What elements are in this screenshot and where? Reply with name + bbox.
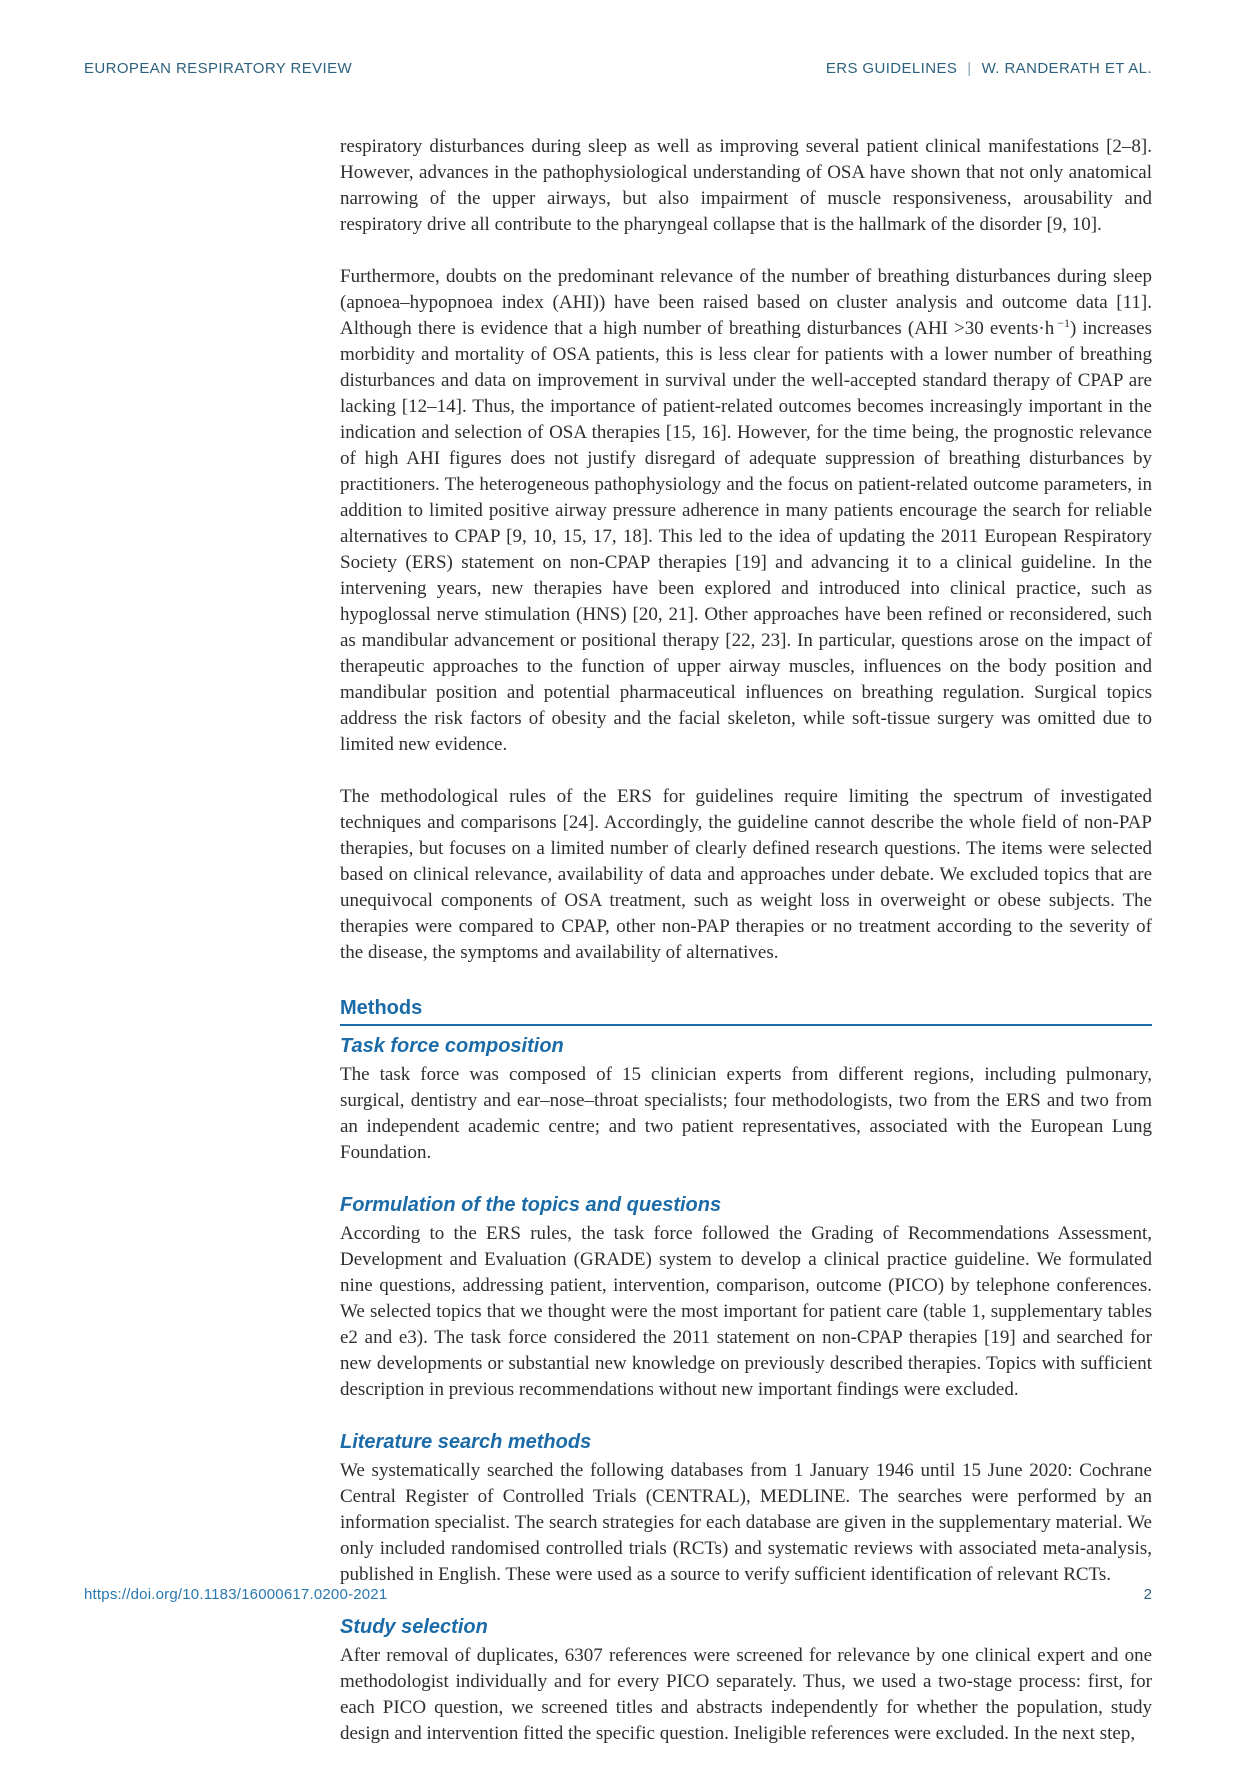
paragraph-intro-1: respiratory disturbances during sleep as well as improving several patient clinical manifestations [2–8]. However, advances in the pathophysiological understanding of OSA have shown that not only anatomical narrowing of the upper airways, but also impairment of muscle responsiveness, arousability and respiratory drive all contribute to the pharyngeal collapse that is the hallmark of the disorder [9, 10]. bbox=[340, 136, 1152, 235]
paragraph-intro-2 bbox=[340, 264, 1152, 758]
superscript-exponent: −1 bbox=[1057, 315, 1070, 330]
page-header bbox=[84, 60, 1152, 77]
subsection-body-task-force-composition: The task force was composed of 15 clinician experts from different regions, including pulmonary, surgical, dentistry and ear–nose–throat specialists; four methodologists, two from the ERS and two from an independent academic centre; and two patient representatives, associated with the European Lung Foundation. bbox=[340, 1064, 1152, 1163]
journal-name: EUROPEAN RESPIRATORY REVIEW bbox=[84, 60, 353, 77]
subsection-body-study-selection: After removal of duplicates, 6307 references were screened for relevance by one clinical expert and one methodologist individually and for every PICO separately. Thus, we used a two-stage process: first, for each PICO question, we screened titles and abstracts independently for whether the population, study design and intervention fitted the specific question. Ineligible references were excluded. In the next step, bbox=[340, 1645, 1152, 1744]
subsection-body-formulation-topics: According to the ERS rules, the task force followed the Grading of Recommendations Assessment, Development and Evaluation (GRADE) system to develop a clinical practice guideline. We formulated nine questions, addressing patient, intervention, comparison, outcome (PICO) by telephone conferences. We selected topics that we thought were the most important for patient care (table 1, supplementary tables e2 and e3). The task force considered the 2011 statement on non-CPAP therapies [19] and searched for new developments or substantial new knowledge on previously described therapies. Topics with sufficient description in previous recommendations without new important findings were excluded. bbox=[340, 1223, 1152, 1400]
subsection-title-formulation-topics: Formulation of the topics and questions bbox=[340, 1194, 722, 1216]
section-divider-rule bbox=[340, 1024, 1152, 1026]
subsection-title-task-force-composition: Task force composition bbox=[340, 1035, 564, 1057]
page-footer bbox=[84, 1586, 1152, 1603]
running-head bbox=[826, 60, 1152, 77]
section-title-methods: Methods bbox=[340, 997, 423, 1019]
running-head-separator: | bbox=[967, 60, 972, 77]
subsection-study-selection bbox=[340, 1614, 1152, 1747]
subsection-title-literature-search: Literature search methods bbox=[340, 1431, 592, 1453]
subsection-literature-search bbox=[340, 1429, 1152, 1588]
subsection-body-literature-search: We systematically searched the following databases from 1 January 1946 until 15 June 2020: Cochrane Central Register of Controlled Trials (CENTRAL), MEDLINE. The searches were performed by an information specialist. The search strategies for each database are given in the supplementary material. We only included randomised controlled trials (RCTs) and systematic reviews with associated meta-analysis, published in English. These were used as a source to verify sufficient identification of relevant RCTs. bbox=[340, 1460, 1152, 1585]
paragraph-intro-2-text: Furthermore, doubts on the predominant relevance of the number of breathing disturbances during sleep (apnoea–hypopnoea index (AHI)) have been raised based on cluster analysis and outcome data [11]. Although there is evidence that a high number of breathing disturbances (AHI >30 events·h bbox=[340, 266, 1152, 339]
page-number: 2 bbox=[1143, 1586, 1152, 1603]
subsection-title-study-selection: Study selection bbox=[340, 1616, 488, 1638]
running-head-authors: W. RANDERATH ET AL. bbox=[981, 60, 1152, 77]
article-body bbox=[340, 134, 1152, 1773]
running-head-section: ERS GUIDELINES bbox=[825, 60, 958, 77]
subsection-formulation-topics bbox=[340, 1192, 1152, 1403]
subsection-task-force-composition bbox=[340, 1033, 1152, 1166]
paragraph-intro-2-text-cont: ) increases morbidity and mortality of OSA patients, this is less clear for patients with a lower number of breathing disturbances and data on improvement in survival under the well-accepted standard therapy of CPAP are lacking [12–14]. Thus, the importance of patient-related outcomes becomes increasingly important in the indication and selection of OSA therapies [15, 16]. However, for the time being, the prognostic relevance of high AHI figures does not justify disregard of adequate suppression of breathing disturbances by practitioners. The heterogeneous pathophysiology and the focus on patient-related outcome parameters, in addition to limited positive airway pressure adherence in many patients encourage the search for reliable alternatives to CPAP [9, 10, 15, 17, 18]. This led to the idea of updating the 2011 European Respiratory Society (ERS) statement on non-CPAP therapies [19] and advancing it to a clinical guideline. In the intervening years, new therapies have been explored and introduced into clinical practice, such as hypoglossal nerve stimulation (HNS) [20, 21]. Other approaches have been refined or reconsidered, such as mandibular advancement or positional therapy [22, 23]. In particular, questions arose on the impact of therapeutic approaches to the function of upper airway muscles, influences on the body position and mandibular position and potential pharmaceutical influences on breathing regulation. Surgical topics address the risk factors of obesity and the facial skeleton, while soft-tissue surgery was omitted due to limited new evidence. bbox=[340, 318, 1152, 755]
doi-link[interactable]: https://doi.org/10.1183/16000617.0200-2021 bbox=[84, 1586, 388, 1603]
paragraph-intro-3: The methodological rules of the ERS for guidelines require limiting the spectrum of investigated techniques and comparisons [24]. Accordingly, the guideline cannot describe the whole field of non-PAP therapies, but focuses on a limited number of clearly defined research questions. The items were selected based on clinical relevance, availability of data and approaches under debate. We excluded topics that are unequivocal components of OSA treatment, such as weight loss in overweight or obese subjects. The therapies were compared to CPAP, other non-PAP therapies or no treatment according to the severity of the disease, the symptoms and availability of alternatives. bbox=[340, 786, 1152, 963]
